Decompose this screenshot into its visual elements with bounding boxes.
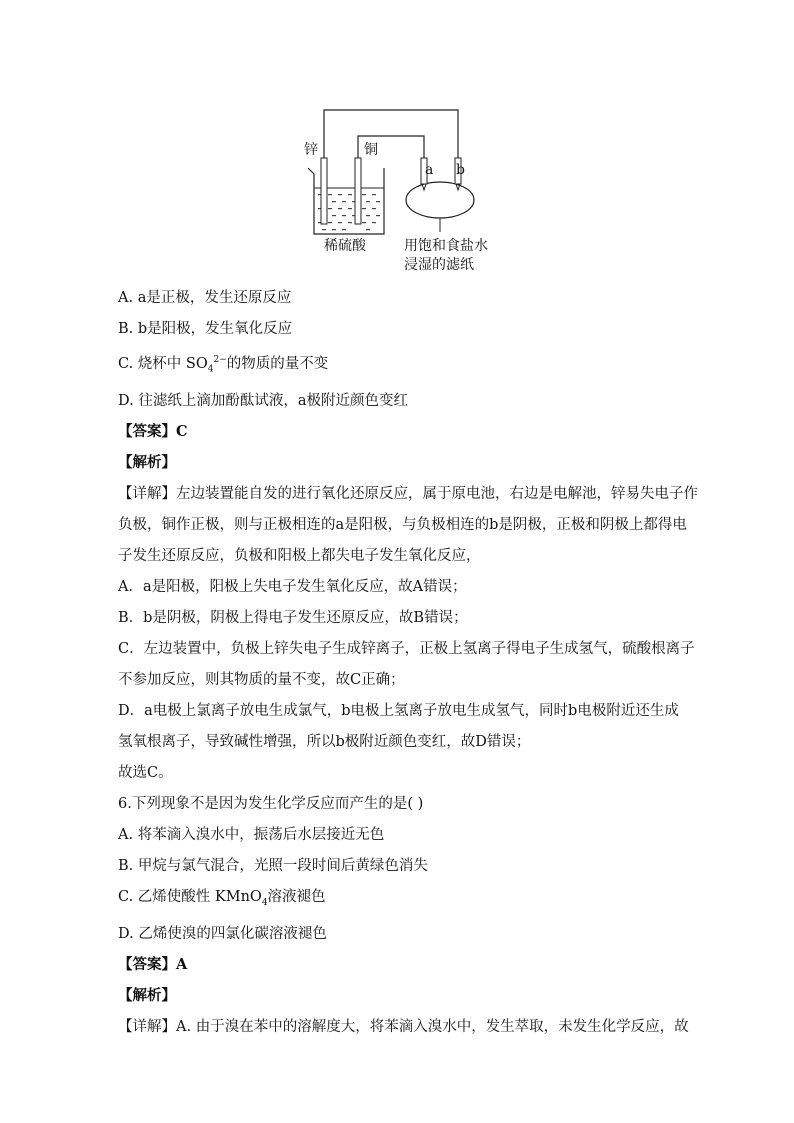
label-electrode-b: b [456, 162, 465, 178]
label-filter-paper-line1: 用饱和食盐水 [404, 238, 488, 254]
q6-detail-line1: 【详解】A. 由于溴在苯中的溶解度大，将苯滴入溴水中，发生萃取，未发生化学反应，故 [118, 1018, 689, 1035]
q5-option-c-text: C. 烧杯中 SO [118, 355, 208, 372]
q6-option-c-text: C. 乙烯使酸性 KMnO [118, 888, 262, 905]
q6-option-c [118, 887, 678, 913]
q6-option-b: B. 甲烷与氯气混合，光照一段时间后黄绿色消失 [118, 857, 428, 874]
electrochemistry-diagram [300, 104, 500, 280]
q6-option-a: A. 将苯滴入溴水中，振荡后水层接近无色 [118, 826, 385, 843]
q5-explain-c-line2: 不参加反应，则其物质的量不变，故C正确； [118, 671, 405, 688]
q5-option-a: A. a是正极，发生还原反应 [118, 290, 292, 306]
q5-conclusion: 故选C。 [118, 764, 173, 781]
q5-detail-line2: 负极，铜作正极，则与正极相连的a是阳极，与负极相连的b是阴极，正极和阴极上都得电 [118, 516, 687, 533]
q5-answer: 【答案】C [118, 422, 188, 440]
q6-option-c-text-end: 溶液褪色 [267, 888, 326, 905]
q5-option-c-subscript: 4 [207, 364, 214, 375]
filter-paper [406, 182, 474, 218]
label-electrode-a: a [425, 162, 434, 178]
zinc-electrode [321, 158, 327, 224]
label-copper: 铜 [364, 142, 378, 158]
label-dilute-sulfuric-acid: 稀硫酸 [324, 238, 366, 254]
copper-electrode [355, 158, 361, 224]
q5-detail-line3: 子发生还原反应，负极和阳极上都失电子发生氧化反应， [118, 547, 481, 564]
q5-explain-a: A．a是阳极，阳极上失电子发生氧化反应，故A错误； [118, 578, 467, 595]
q5-analysis-heading: 【解析】 [118, 453, 176, 471]
q6-analysis-heading: 【解析】 [118, 986, 176, 1004]
q5-detail-line1: 【详解】左边装置能自发的进行氧化还原反应，属于原电池，右边是电解池，锌易失电子作 [118, 485, 698, 502]
wire-zinc-to-b [324, 110, 458, 158]
label-filter-paper-line2: 浸湿的滤纸 [404, 257, 474, 273]
q5-option-c-text-end: 的物质的量不变 [226, 355, 329, 372]
q5-option-b: B. b是阳极，发生氧化反应 [118, 321, 293, 337]
q5-option-c-superscript: 2− [213, 355, 227, 365]
document-body [118, 288, 698, 1048]
q6-option-c-subscript: 4 [261, 897, 268, 908]
q5-explain-c-line1: C．左边装置中，负极上锌失电子生成锌离子，正极上氢离子得电子生成氢气，硫酸根离子 [118, 640, 695, 657]
label-zinc: 锌 [304, 142, 318, 158]
q5-explain-d-line1: D．a电极上氯离子放电生成氯气，b电极上氢离子放电生成氢气，同时b电极附近还生成 [118, 702, 679, 719]
q6-answer: 【答案】A [118, 955, 188, 973]
q6-option-d: D. 乙烯使溴的四氯化碳溶液褪色 [118, 925, 327, 942]
q5-explain-b: B．b是阴极，阴极上得电子发生还原反应，故B错误； [118, 609, 468, 626]
q5-explain-d-line2: 氢氧根离子，导致碱性增强，所以b极附近颜色变红，故D错误； [118, 733, 531, 750]
q5-option-d: D. 往滤纸上滴加酚酞试液，a极附近颜色变红 [118, 392, 408, 409]
q5-option-c [118, 350, 678, 380]
q6-stem: 6.下列现象不是因为发生化学反应而产生的是( ) [118, 795, 424, 812]
